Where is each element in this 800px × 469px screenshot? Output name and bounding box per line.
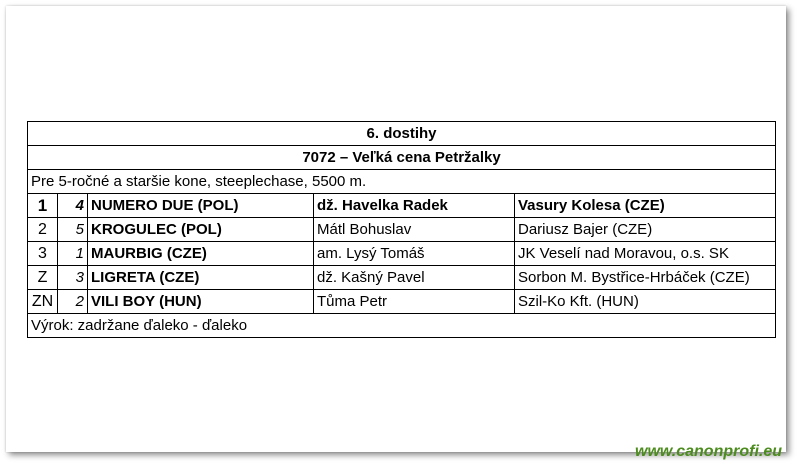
- table-row: [28, 290, 776, 314]
- race-heading: 6. dostihy: [28, 122, 776, 146]
- result-jockey: Mátl Bohuslav: [314, 218, 515, 242]
- result-horse: KROGULEC (POL): [88, 218, 314, 242]
- result-owner: Sorbon M. Bystřice-Hrbáček (CZE): [515, 266, 776, 290]
- result-owner: Szil-Ko Kft. (HUN): [515, 290, 776, 314]
- result-owner: JK Veselí nad Moravou, o.s. SK: [515, 242, 776, 266]
- result-place: ZN: [28, 290, 58, 314]
- result-owner: Vasury Kolesa (CZE): [515, 194, 776, 218]
- result-number: 1: [58, 242, 88, 266]
- result-owner: Dariusz Bajer (CZE): [515, 218, 776, 242]
- result-horse: MAURBIG (CZE): [88, 242, 314, 266]
- result-jockey: dž. Havelka Radek: [314, 194, 515, 218]
- race-verdict: Výrok: zadržane ďaleko - ďaleko: [28, 314, 776, 338]
- result-jockey: Tůma Petr: [314, 290, 515, 314]
- race-conditions: Pre 5-ročné a staršie kone, steeplechase, 5500 m.: [28, 170, 776, 194]
- result-number: 4: [58, 194, 88, 218]
- table-row: [28, 218, 776, 242]
- result-place: 2: [28, 218, 58, 242]
- result-horse: LIGRETA (CZE): [88, 266, 314, 290]
- result-place: 1: [28, 194, 58, 218]
- result-number: 3: [58, 266, 88, 290]
- result-place: 3: [28, 242, 58, 266]
- table-row: [28, 194, 776, 218]
- race-results-table: [27, 121, 776, 338]
- table-row: [28, 266, 776, 290]
- result-place: Z: [28, 266, 58, 290]
- result-jockey: am. Lysý Tomáš: [314, 242, 515, 266]
- race-title: 7072 – Veľká cena Petržalky: [28, 146, 776, 170]
- watermark: www.canonprofi.eu: [635, 443, 782, 460]
- result-horse: NUMERO DUE (POL): [88, 194, 314, 218]
- result-jockey: dž. Kašný Pavel: [314, 266, 515, 290]
- result-number: 5: [58, 218, 88, 242]
- table-row: [28, 242, 776, 266]
- result-horse: VILI BOY (HUN): [88, 290, 314, 314]
- result-number: 2: [58, 290, 88, 314]
